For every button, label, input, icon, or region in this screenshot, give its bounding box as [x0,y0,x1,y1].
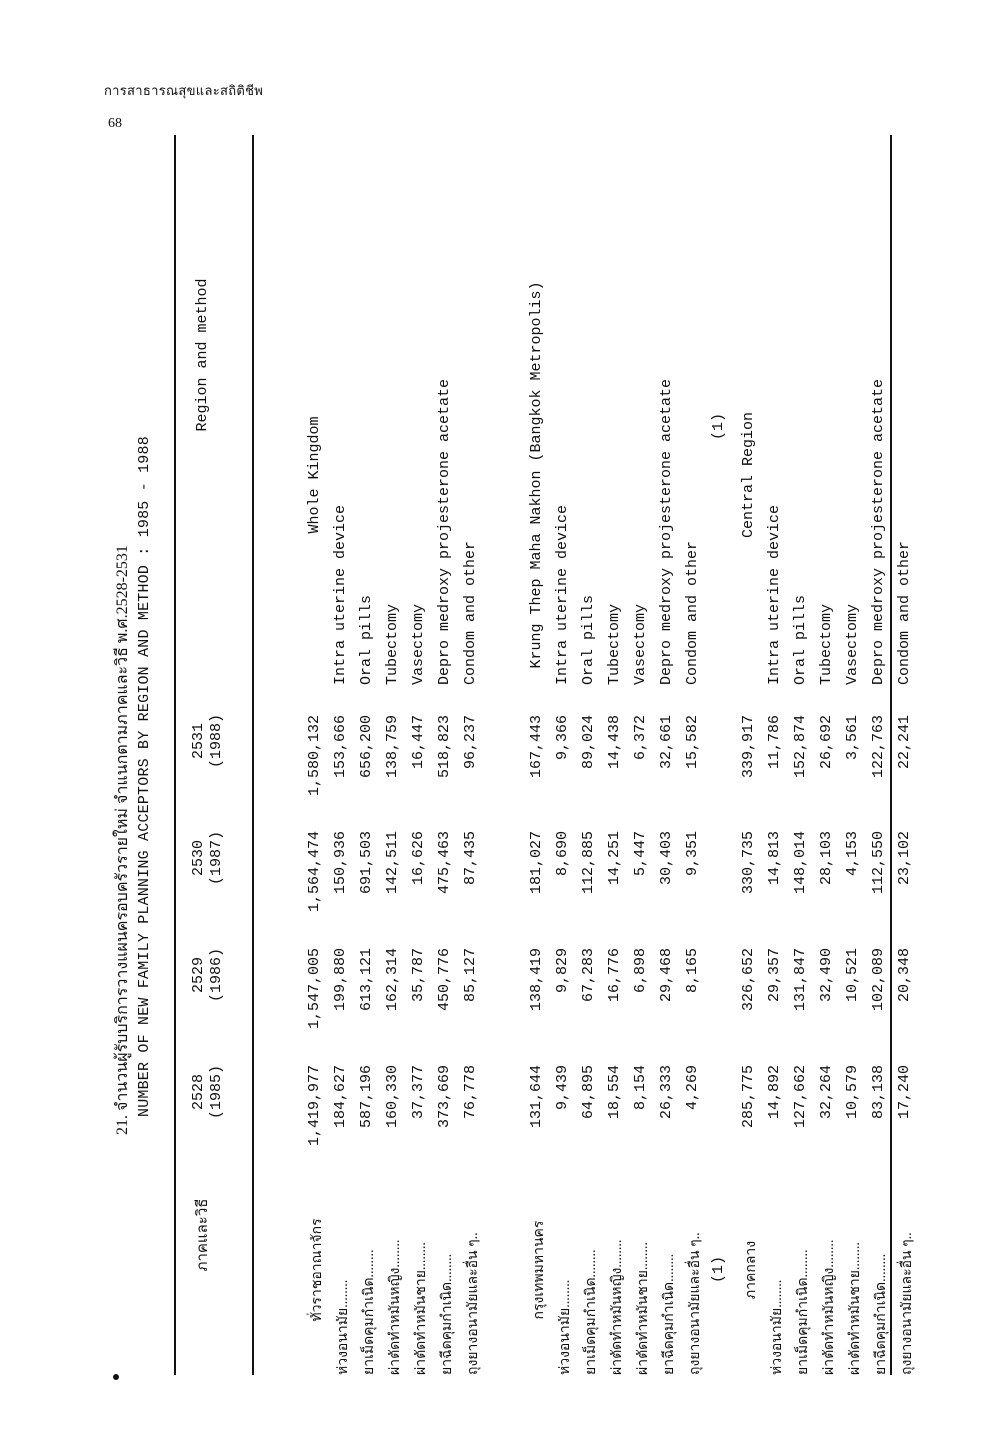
table-value-cell: 15,582 [684,715,701,770]
method-name-thai: ยาฉีดคุมกำเนิด........ [440,1253,455,1375]
table-value-cell: 11,786 [766,715,783,770]
method-name-english: Depro medroxy projesterone acetate [436,378,453,685]
table-value-cell: 83,138 [870,1065,887,1120]
header-year-1987: 2530 (1987) [190,831,225,886]
table-value-cell: 9,829 [554,948,571,994]
table-value-cell: 89,024 [580,715,597,770]
table-value-cell: 6,898 [632,948,649,994]
table-value-cell: 85,127 [462,948,479,1003]
method-name-english: Oral pills [580,594,597,685]
header-year-1985: 2528 (1985) [190,1065,225,1120]
table-top-rule [174,135,176,1375]
table-caption-english: NUMBER OF NEW FAMILY PLANNING ACCEPTORS BY REGION AND METHOD : 1985 - 1988 [136,436,153,1117]
table-value-cell: 112,550 [870,831,887,895]
method-name-thai: ผ่าตัดทำหมันชาย........ [848,1242,863,1375]
footnote-marker-thai: (1) [710,1255,727,1283]
header-region-english: Region and method [194,278,211,432]
method-name-thai: ผ่าตัดทำหมันหญิง........ [388,1239,403,1375]
table-value-cell: 14,813 [766,831,783,886]
table-value-cell: 20,348 [896,948,913,1003]
table-value-cell: 5,447 [632,831,649,877]
method-name-english: Tubectomy [384,603,401,685]
rotated-table [110,135,915,1375]
table-value-cell: 64,895 [580,1065,597,1120]
table-value-cell: 475,463 [436,831,453,895]
table-value-cell: 518,823 [436,715,453,779]
table-value-cell: 10,579 [844,1065,861,1120]
group-total-cell: 1,580,132 [306,715,323,797]
method-name-thai: ยาเม็ดคุมกำเนิด........ [362,1249,377,1375]
table-value-cell: 160,330 [384,1065,401,1129]
table-caption-thai: 21. จำนวนผู้รับบริการวางแผนครอบครัวรายใหม่ จำแนกตามภาคและวิธี พ.ศ.2528-2531 [114,545,131,1135]
method-name-english: Oral pills [792,594,809,685]
table-value-cell: 162,314 [384,948,401,1012]
method-name-thai: ยาฉีดคุมกำเนิด........ [874,1253,889,1375]
table-value-cell: 122,763 [870,715,887,779]
page-header-title: การสาธารณสุขและสถิติชีพ [104,83,264,98]
method-name-english: Intra uterine device [554,504,571,685]
method-name-english: Vasectomy [410,603,427,685]
table-value-cell: 691,503 [358,831,375,895]
table-value-cell: 16,447 [410,715,427,770]
table-value-cell: 152,874 [792,715,809,779]
table-value-cell: 37,377 [410,1065,427,1120]
table-value-cell: 10,521 [844,948,861,1003]
table-value-cell: 29,468 [658,948,675,1003]
group-total-cell: 326,652 [740,948,757,1012]
method-name-english: Intra uterine device [332,504,349,685]
table-value-cell: 16,776 [606,948,623,1003]
table-value-cell: 76,778 [462,1065,479,1120]
header-year-1986: 2529 (1986) [190,948,225,1003]
table-value-cell: 18,554 [606,1065,623,1120]
method-name-thai: ผ่าตัดทำหมันหญิง........ [822,1239,837,1375]
method-name-thai: ผ่าตัดทำหมันชาย........ [414,1242,429,1375]
group-total-cell: 285,775 [740,1065,757,1129]
table-value-cell: 22,241 [896,715,913,770]
table-value-cell: 26,333 [658,1065,675,1120]
group-total-cell: 181,027 [528,831,545,895]
header-region-thai: ภาคและวิธี [195,1198,211,1272]
table-value-cell: 4,153 [844,831,861,877]
table-value-cell: 9,439 [554,1065,571,1111]
table-value-cell: 8,154 [632,1065,649,1111]
table-value-cell: 613,121 [358,948,375,1012]
table-value-cell: 153,666 [332,715,349,779]
table-value-cell: 3,561 [844,715,861,761]
table-value-cell: 67,283 [580,948,597,1003]
group-total-cell: 1,419,977 [306,1065,323,1147]
table-value-cell: 9,366 [554,715,571,761]
group-total-cell: 330,735 [740,831,757,895]
header-bottom-rule [252,135,254,1375]
table-value-cell: 127,662 [792,1065,809,1129]
method-name-english: Oral pills [358,594,375,685]
table-value-cell: 150,936 [332,831,349,895]
method-name-english: Condom and other [462,540,479,685]
group-name-english: Central Region [740,411,757,539]
table-value-cell: 14,251 [606,831,623,886]
method-name-english: Condom and other [896,540,913,685]
table-value-cell: 96,237 [462,715,479,770]
group-total-cell: 138,419 [528,948,545,1012]
method-name-english: Depro medroxy projesterone acetate [658,378,675,685]
method-name-thai: ถุงยางอนามัยและอื่น ๆ.. [688,1232,703,1375]
table-value-cell: 373,669 [436,1065,453,1129]
table-value-cell: 16,626 [410,831,427,886]
table-value-cell: 4,269 [684,1065,701,1111]
group-name-thai: ภาคกลาง [744,1240,759,1300]
table-value-cell: 138,759 [384,715,401,779]
table-value-cell: 23,102 [896,831,913,886]
table-value-cell: 17,240 [896,1065,913,1120]
page-number: 68 [108,116,122,131]
table-value-cell: 142,511 [384,831,401,895]
method-name-english: Tubectomy [606,603,623,685]
table-value-cell: 148,014 [792,831,809,895]
method-name-thai: ยาเม็ดคุมกำเนิด........ [796,1249,811,1375]
method-name-thai: ยาเม็ดคุมกำเนิด........ [584,1249,599,1375]
method-name-english: Vasectomy [632,603,649,685]
method-name-thai: ถุงยางอนามัยและอื่น ๆ.. [466,1232,481,1375]
table-value-cell: 184,627 [332,1065,349,1129]
method-name-english: Intra uterine device [766,504,783,685]
footnote-marker-english: (1) [710,412,727,440]
table-value-cell: 587,196 [358,1065,375,1129]
table-value-cell: 32,264 [818,1065,835,1120]
table-value-cell: 26,692 [818,715,835,770]
table-value-cell: 199,880 [332,948,349,1012]
method-name-english: Depro medroxy projesterone acetate [870,378,887,685]
method-name-thai: ห่วงอนามัย........ [336,1279,351,1375]
table-value-cell: 102,089 [870,948,887,1012]
table-value-cell: 112,885 [580,831,597,895]
table-value-cell: 8,690 [554,831,571,877]
group-name-english: Krung Thep Maha Nakhon (Bangkok Metropolis) [528,281,545,669]
table-value-cell: 14,438 [606,715,623,770]
table-value-cell: 8,165 [684,948,701,994]
method-name-thai: ผ่าตัดทำหมันหญิง........ [610,1239,625,1375]
table-value-cell: 30,403 [658,831,675,886]
method-name-thai: ถุงยางอนามัยและอื่น ๆ.. [900,1232,915,1375]
group-name-english: Whole Kingdom [306,416,323,534]
table-value-cell: 87,435 [462,831,479,886]
table-value-cell: 6,372 [632,715,649,761]
table-value-cell: 28,103 [818,831,835,886]
method-name-english: Condom and other [684,540,701,685]
table-value-cell: 656,200 [358,715,375,779]
table-value-cell: 29,357 [766,948,783,1003]
table-value-cell: 32,490 [818,948,835,1003]
table-value-cell: 14,892 [766,1065,783,1120]
group-total-cell: 131,644 [528,1065,545,1129]
group-name-thai: ทั่วราชอาณาจักร [310,1218,325,1322]
group-name-thai: กรุงเทพมหานคร [532,1220,547,1320]
method-name-thai: ห่วงอนามัย........ [558,1279,573,1375]
method-name-english: Vasectomy [844,603,861,685]
method-name-thai: ยาฉีดคุมกำเนิด........ [662,1253,677,1375]
method-name-english: Tubectomy [818,603,835,685]
table-value-cell: 9,351 [684,831,701,877]
group-total-cell: 1,564,474 [306,831,323,913]
group-total-cell: 167,443 [528,715,545,779]
method-name-thai: ห่วงอนามัย........ [770,1279,785,1375]
group-total-cell: 1,547,005 [306,948,323,1030]
table-value-cell: 450,776 [436,948,453,1012]
header-year-1988: 2531 (1988) [190,714,225,769]
table-value-cell: 32,661 [658,715,675,770]
table-value-cell: 35,787 [410,948,427,1003]
table-value-cell: 131,847 [792,948,809,1012]
method-name-thai: ผ่าตัดทำหมันชาย........ [636,1242,651,1375]
group-total-cell: 339,917 [740,715,757,779]
